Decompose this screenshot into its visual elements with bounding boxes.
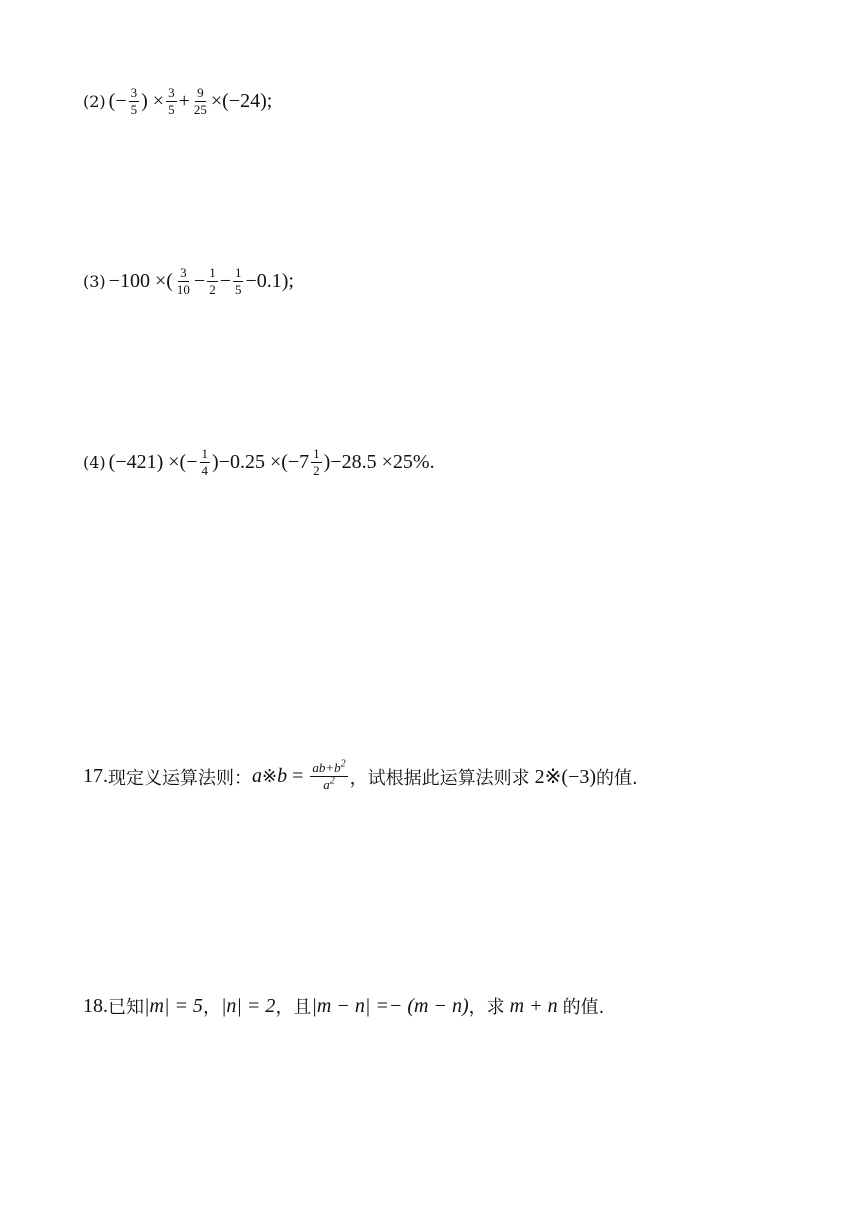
problem-2: [83, 86, 272, 117]
denominator: [321, 777, 337, 792]
problem-17-number: 17.: [83, 765, 108, 787]
fraction: [129, 86, 140, 117]
times-sign: ×: [381, 451, 393, 473]
condition-3: |m − n| =− (m − n): [311, 994, 469, 1017]
variable-a: a: [252, 765, 262, 787]
equals-sign: =: [292, 765, 304, 787]
variable-b: b: [277, 765, 288, 787]
numerator: 1: [209, 265, 216, 280]
times-sign: ×(: [154, 270, 173, 292]
denominator: 5: [168, 102, 175, 117]
numerator: 3: [168, 85, 175, 100]
separator: ，且: [275, 997, 312, 1018]
numerator-text: ab+b: [312, 760, 341, 775]
numerator: 1: [234, 265, 242, 280]
expression-middle: )−0.25: [212, 451, 265, 473]
numerator: 1: [313, 446, 320, 461]
numerator: 3: [130, 85, 138, 100]
denominator: 2: [209, 282, 216, 297]
condition-2: |n| = 2: [220, 994, 276, 1017]
fraction: [200, 447, 211, 478]
problem-18-number: 18.: [83, 994, 108, 1017]
close-paren: ): [141, 90, 148, 112]
problem-18-end: 的值.: [562, 997, 605, 1018]
problem-17-end: 的值.: [596, 767, 638, 789]
problem-18: [83, 993, 604, 1019]
operator-symbol: ※: [262, 766, 278, 787]
definition-fraction: [310, 758, 347, 792]
fraction: [233, 266, 244, 297]
problem-3-label: (3): [83, 272, 106, 291]
numerator: 9: [197, 85, 204, 100]
plus-sign: +: [178, 90, 190, 112]
times-sign: ×: [152, 90, 165, 112]
denominator: 25: [193, 102, 207, 117]
expression-middle-2: )−28.5: [323, 451, 377, 473]
problem-3: [83, 266, 294, 297]
fraction: [207, 266, 218, 297]
problem-17-middle: ，试根据此运算法则求: [349, 767, 530, 789]
fraction: [311, 447, 322, 478]
numerator-exponent: 2: [340, 758, 346, 770]
problem-17-expression: 2※(−3): [534, 766, 597, 788]
denominator: 5: [234, 282, 242, 297]
problem-17-intro: 现定义运算法则：: [108, 767, 252, 789]
problem-4: [83, 447, 435, 478]
denominator: 10: [176, 282, 190, 297]
separator: ，: [202, 997, 221, 1018]
denominator: 5: [130, 102, 138, 117]
problem-2-label: (2): [83, 92, 106, 111]
fraction: [175, 266, 192, 297]
numerator: [310, 758, 347, 777]
problem-18-intro: 已知: [108, 997, 144, 1018]
target-expression: m + n: [509, 994, 558, 1017]
expression-tail: ×(−24);: [210, 90, 273, 112]
times-sign: ×(−: [168, 451, 198, 473]
denominator: 2: [313, 463, 320, 478]
numerator: 1: [201, 446, 208, 461]
condition-1: |m| = 5: [144, 994, 203, 1017]
fraction: [166, 86, 177, 117]
problem-17: [83, 758, 638, 792]
denominator-text: a: [323, 777, 330, 792]
separator: ，求: [468, 997, 505, 1018]
minus-sign: −: [219, 270, 231, 292]
times-sign: ×(−7: [269, 451, 310, 473]
expression-tail: 25%.: [392, 451, 435, 473]
denominator: 4: [201, 463, 208, 478]
problem-4-label: (4): [83, 453, 106, 472]
denominator-exponent: 2: [329, 775, 335, 787]
expression-head: −100: [108, 270, 150, 292]
expression-tail: −0.1);: [245, 270, 294, 292]
minus-sign: −: [115, 90, 127, 112]
fraction: [192, 86, 209, 117]
minus-sign: −: [193, 270, 206, 292]
numerator: 3: [180, 265, 187, 280]
open-paren: (: [108, 90, 116, 112]
expression-head: (−421): [108, 451, 164, 473]
